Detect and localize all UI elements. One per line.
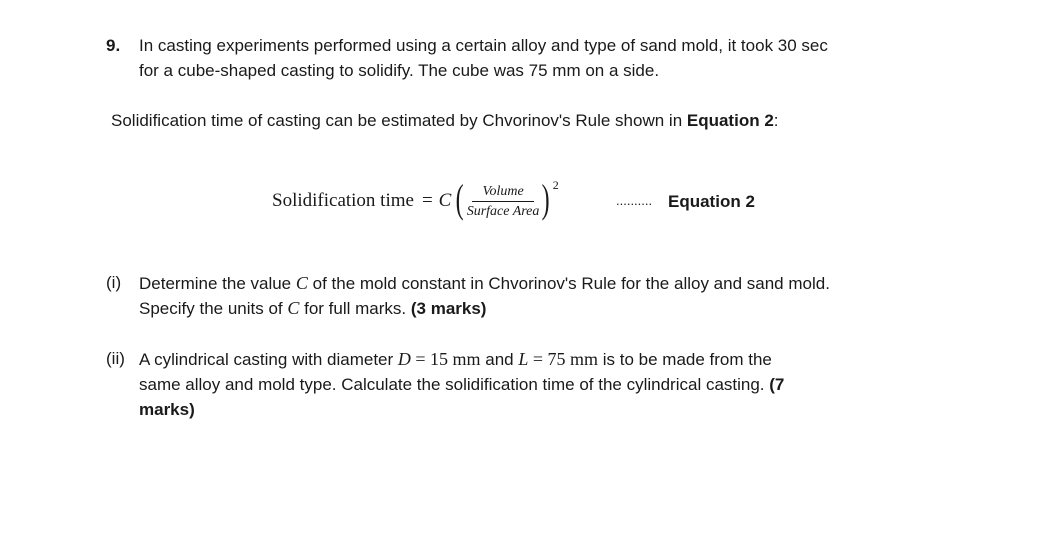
chvorinov-equation (272, 176, 559, 226)
var-c: C (295, 273, 308, 293)
fraction-numerator: Volume (472, 183, 533, 202)
part-i-label: (i) (106, 273, 122, 292)
part-ii-text-a: A cylindrical casting with diameter (139, 350, 398, 369)
intro-equation-ref: Equation 2 (686, 111, 774, 130)
part-i-text-a: Determine the value (139, 274, 296, 293)
intro-paragraph (111, 110, 779, 132)
equation-exponent: 2 (552, 177, 559, 192)
part-ii-line-1 (139, 348, 772, 371)
left-paren: ( (456, 176, 465, 221)
right-paren: ) (542, 176, 551, 221)
part-ii-marks-a: (7 (769, 375, 785, 394)
part-i-text-b: of the mold constant in Chvorinov's Rule for the alloy and sand mold. (307, 274, 830, 293)
eq-d-value: = 15 mm (410, 349, 481, 369)
equation-equals: = (421, 190, 433, 211)
var-c-2: C (287, 298, 300, 318)
question-text-line-1: In casting experiments performed using a certain alloy and type of sand mold, it took 30 sec (139, 36, 828, 55)
part-ii-marks-b: marks) (139, 400, 195, 419)
part-i-marks: (3 marks) (410, 299, 487, 318)
equation-fraction (465, 183, 542, 220)
intro-colon: : (773, 111, 779, 130)
part-ii-text-b: is to be made from the (598, 350, 772, 369)
var-d: D (397, 349, 411, 369)
part-ii-and: and (480, 350, 519, 369)
fraction-denominator: Surface Area (466, 203, 540, 219)
question-text-line-2: for a cube-shaped casting to solidify. The cube was 75 mm on a side. (139, 61, 660, 80)
part-ii-line-3 (139, 399, 195, 421)
intro-text: Solidification time of casting can be estimated by Chvorinov's Rule shown in (111, 111, 687, 130)
part-ii-line-2 (139, 374, 784, 396)
part-ii-label: (ii) (106, 349, 125, 368)
part-i-line-1 (139, 272, 830, 295)
part-i-line-2 (139, 297, 486, 320)
part-ii-text-c: same alloy and mold type. Calculate the solidification time of the cylindrical casting. (139, 375, 770, 394)
equation-label: Equation 2 (668, 192, 755, 211)
equation-lhs: Solidification time (272, 190, 414, 211)
equation-dot-leader: .......... (616, 193, 653, 208)
eq-l-value: = 75 mm (528, 349, 599, 369)
part-i-text-c: Specify the units of (139, 299, 288, 318)
part-i-text-d: for full marks. (299, 299, 411, 318)
question-number: 9. (106, 36, 121, 55)
equation-constant: C (438, 190, 452, 211)
var-l: L (518, 349, 529, 369)
